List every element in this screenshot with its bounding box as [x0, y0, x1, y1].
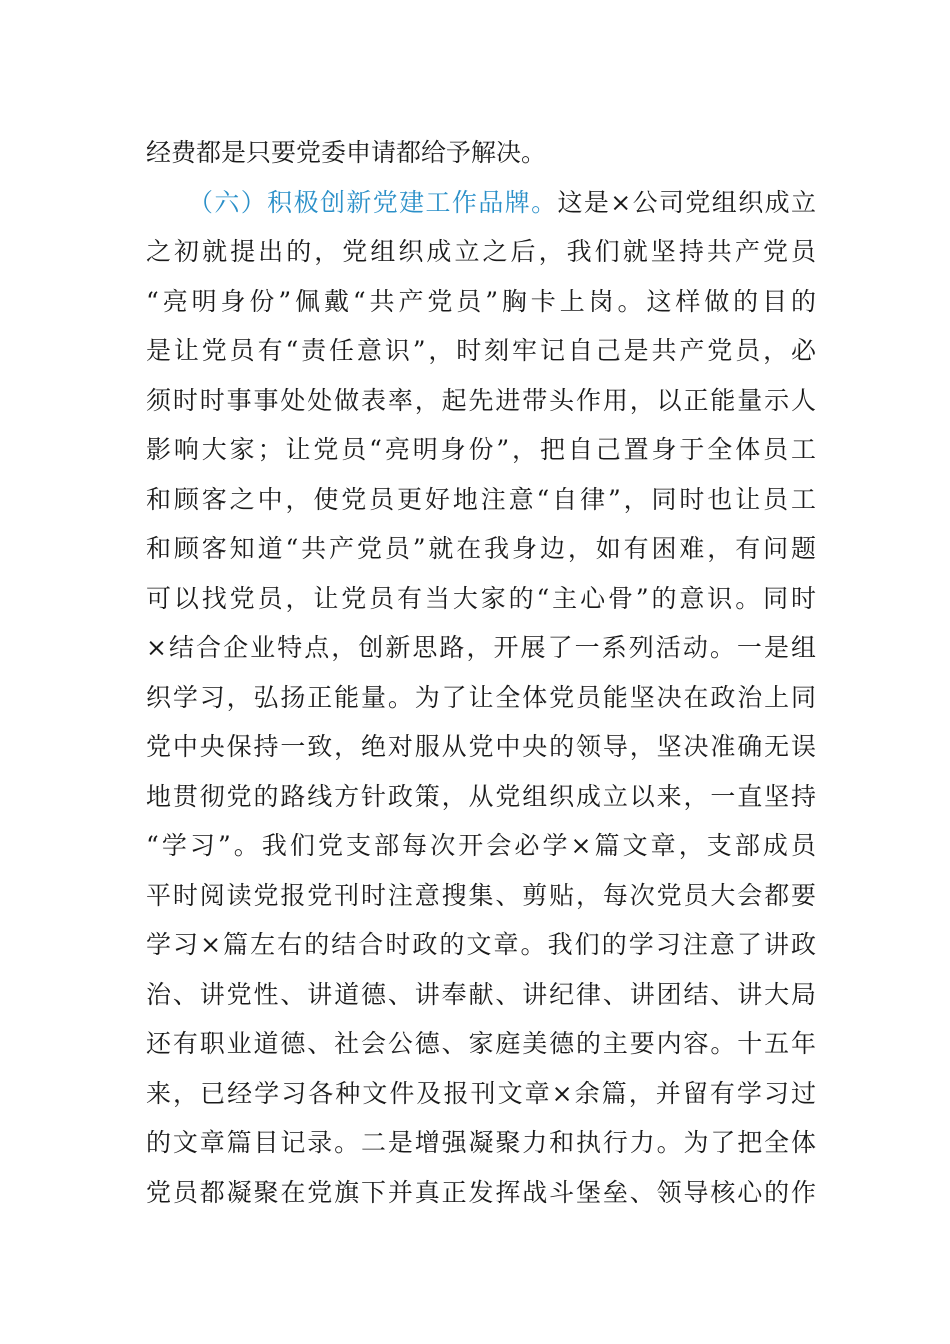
text-line: 和顾客知道“共产党员”就在我身边，如有困难，有问题 — [146, 534, 816, 563]
text-line: 须时时事事处处做表率，起先进带头作用，以正能量示人 — [146, 385, 816, 415]
paragraph-line — [146, 326, 816, 376]
text-line: 之初就提出的，党组织成立之后，我们就坚持共产党员 — [146, 237, 816, 266]
paragraph-line — [146, 1069, 816, 1119]
text-line: “亮明身份”佩戴“共产党员”胸卡上岗。这样做的目的 — [146, 286, 816, 316]
section-heading-line — [146, 178, 816, 228]
text-line: ×结合企业特点，创新思路，开展了一系列活动。一是组 — [146, 633, 816, 662]
text-line: 是让党员有“责任意识”，时刻牢记自己是共产党员，必 — [146, 336, 816, 365]
paragraph-line — [146, 277, 816, 327]
text-line: “学习”。我们党支部每次开会必学×篇文章，支部成员 — [146, 831, 816, 860]
paragraph-line — [146, 871, 816, 921]
text-line: 的文章篇目记录。二是增强凝聚力和执行力。为了把全体 — [146, 1128, 816, 1157]
text-line: 平时阅读党报党刊时注意搜集、剪贴，每次党员大会都要 — [146, 880, 816, 910]
text-line: 地贯彻党的路线方针政策，从党组织成立以来，一直坚持 — [146, 781, 816, 811]
paragraph-line — [146, 227, 816, 277]
text-line: 党中央保持一致，绝对服从党中央的领导，坚决准确无误 — [146, 732, 816, 761]
paragraph-line — [146, 623, 816, 673]
paragraph-line — [146, 425, 816, 475]
text-line: 来，已经学习各种文件及报刊文章×余篇，并留有学习过 — [146, 1078, 816, 1108]
text-line: 治、讲党性、讲道德、讲奉献、讲纪律、讲团结、讲大局 — [146, 979, 816, 1009]
paragraph-line — [146, 475, 816, 525]
text-line: 和顾客之中，使党员更好地注意“自律”，同时也让员工 — [146, 484, 816, 514]
paragraph-line — [146, 772, 816, 822]
paragraph-line — [146, 1019, 816, 1069]
section-heading-container — [188, 178, 816, 228]
paragraph-line — [146, 574, 816, 624]
paragraph-line — [146, 1118, 816, 1168]
body-text — [146, 128, 816, 1217]
text-line: 可以找党员，让党员有当大家的“主心骨”的意识。同时 — [146, 583, 816, 613]
paragraph-line — [146, 920, 816, 970]
paragraph-line — [146, 722, 816, 772]
paragraph-line — [146, 673, 816, 723]
paragraph-line — [146, 1168, 816, 1218]
section-heading-tail: 这是×公司党组织成立 — [557, 187, 816, 217]
text-line: 影响大家；让党员“亮明身份”，把自己置身于全体员工 — [146, 435, 816, 464]
text-line: 还有职业道德、社会公德、家庭美德的主要内容。十五年 — [146, 1029, 816, 1058]
paragraph-line — [146, 376, 816, 426]
text-line: 学习×篇左右的结合时政的文章。我们的学习注意了讲政 — [146, 930, 816, 959]
text-line: 织学习，弘扬正能量。为了让全体党员能坚决在政治上同 — [146, 682, 816, 712]
text-line: 党员都凝聚在党旗下并真正发挥战斗堡垒、领导核心的作 — [146, 1177, 816, 1207]
paragraph-line — [146, 128, 816, 178]
paragraph-line — [146, 970, 816, 1020]
section-heading: （六）积极创新党建工作品牌。 — [188, 187, 558, 217]
text-line: 经费都是只要党委申请都给予解决。 — [146, 138, 547, 167]
paragraph-line — [146, 524, 816, 574]
paragraph-line — [146, 821, 816, 871]
